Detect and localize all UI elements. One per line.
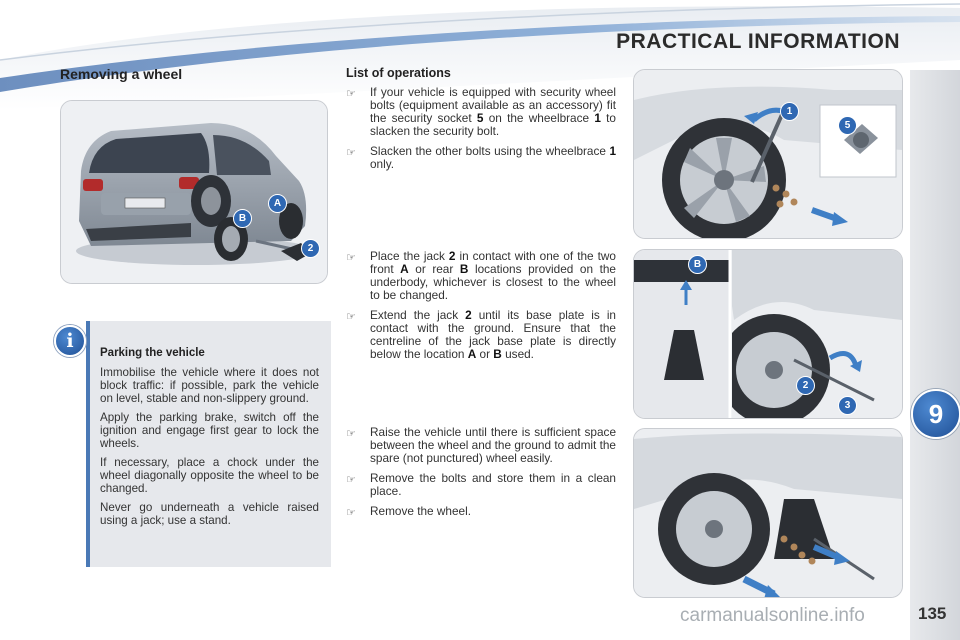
operations-group-2 (346, 250, 616, 368)
chapter-number-badge: 9 (911, 389, 960, 439)
operation-step: ☞ If your vehicle is equipped with security wheel bolts (equipment available as an accessory) fit the security socket 5 on the wheelbrace 1 to slacken the security bolt. (346, 85, 616, 138)
chapter-side-band (910, 70, 960, 640)
info-icon: i (54, 325, 86, 357)
operation-step: ☞ Remove the bolts and store them in a clean place. (346, 471, 616, 498)
info-paragraph: If necessary, place a chock under the wheel diagonally opposite the wheel to be changed. (100, 456, 319, 495)
illustration-remove-wheel (633, 428, 903, 598)
operations-group-1 (346, 86, 616, 178)
info-paragraph: Never go underneath a vehicle raised using a jack; use a stand. (100, 501, 319, 527)
wheelbrace-number-marker: 1 (780, 102, 799, 121)
page-number: 135 (918, 604, 947, 623)
section-heading: Removing a wheel (60, 66, 183, 82)
location-b-marker: B (233, 209, 252, 228)
hand-pointer-icon: ☞ (346, 427, 356, 440)
operation-step: ☞ Slacken the other bolts using the wheelbrace 1 only. (346, 144, 616, 171)
info-box-body (100, 366, 319, 533)
operations-heading: List of operations (346, 66, 451, 80)
operation-step: ☞ Remove the wheel. (346, 504, 471, 519)
info-paragraph: Apply the parking brake, switch off the ignition and engage first gear to lock the wheels. (100, 411, 319, 450)
hand-pointer-icon: ☞ (346, 473, 356, 486)
page-title: PRACTICAL INFORMATION (616, 30, 900, 53)
illustration-position-jack (633, 249, 903, 419)
jack-number-marker: 2 (796, 376, 815, 395)
location-b-marker: B (688, 255, 707, 274)
operation-step: ☞ Raise the vehicle until there is sufficient space between the wheel and the ground to admit the spare (not punctured) wheel easily. (346, 425, 616, 465)
operation-step: ☞ Place the jack 2 in contact with one of the two front A or rear B locations provided on the underbody, whichever is closest to the wheel to be changed. (346, 249, 616, 302)
hand-pointer-icon: ☞ (346, 506, 356, 519)
hand-pointer-icon: ☞ (346, 87, 356, 100)
illustration-slacken-bolts (633, 69, 903, 239)
jack-number-marker: 2 (301, 239, 320, 258)
watermark: carmanualsonline.info (680, 605, 865, 626)
hand-pointer-icon: ☞ (346, 146, 356, 159)
hand-pointer-icon: ☞ (346, 310, 356, 323)
info-box-title: Parking the vehicle (100, 347, 205, 359)
info-paragraph: Immobilise the vehicle where it does not block traffic: if possible, park the vehicle on level, stable and non-slippery ground. (100, 366, 319, 405)
jack-handle-number-marker: 3 (838, 396, 857, 415)
operation-step: ☞ Extend the jack 2 until its base plate is in contact with the ground. Ensure that the centreline of the jack base plate is directly below the location A or B used. (346, 308, 616, 361)
operations-group-3 (346, 426, 616, 526)
hand-pointer-icon: ☞ (346, 251, 356, 264)
location-a-marker: A (268, 194, 287, 213)
security-socket-number-marker: 5 (838, 116, 857, 135)
car-rear-photo (60, 100, 328, 284)
